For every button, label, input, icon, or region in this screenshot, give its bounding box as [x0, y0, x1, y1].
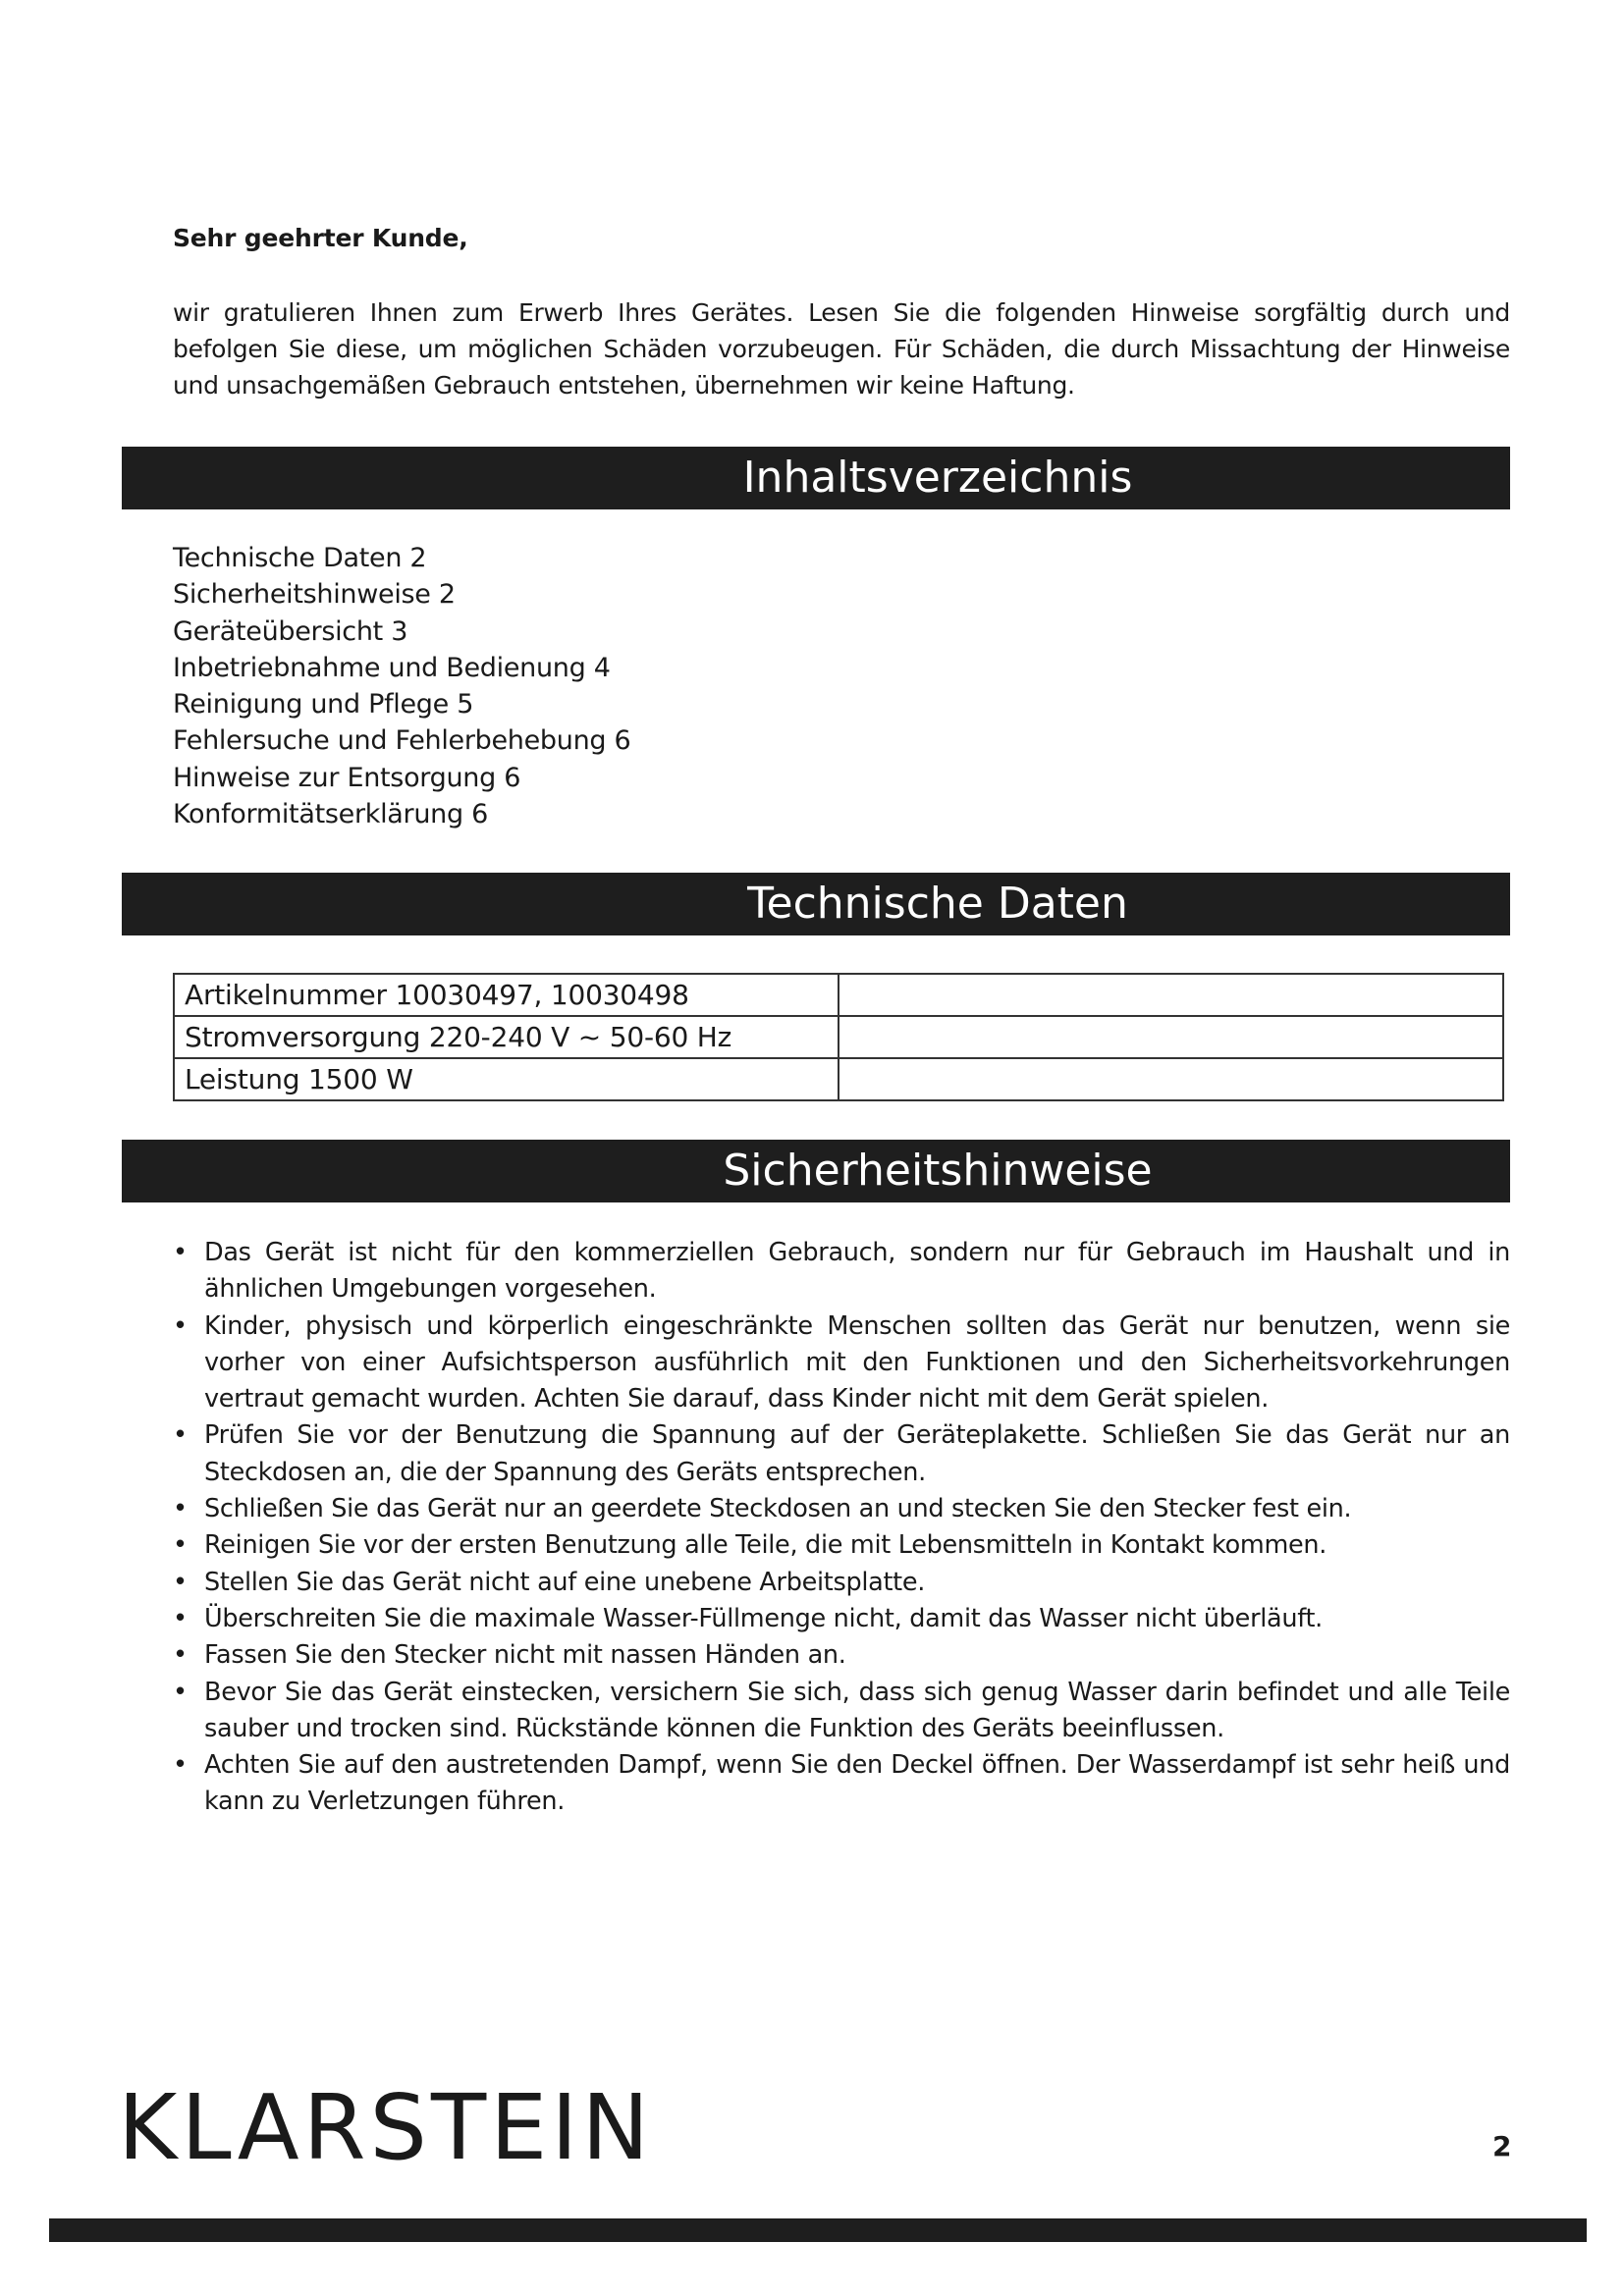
list-item-text: Stellen Sie das Gerät nicht auf eine unebene Arbeitsplatte.: [204, 1567, 926, 1597]
safety-heading-bar: [122, 1140, 1510, 1202]
table-row: [174, 1016, 1503, 1058]
bullet-marker: •: [173, 1603, 188, 1633]
toc-item: Inbetriebnahme und Bedienung 4: [173, 652, 611, 683]
list-item: [173, 1527, 1510, 1564]
brand-logo: KLARSTEIN: [118, 2075, 654, 2180]
safety-list: [173, 1235, 1510, 1821]
list-item: [173, 1235, 1510, 1308]
footer-divider: [49, 2218, 1587, 2242]
spec-empty-cell: [839, 974, 1503, 1016]
list-item-text: Achten Sie auf den austretenden Dampf, wenn Sie den Deckel öffnen. Der Wasserdampf ist sehr heiß und kann zu Verletzungen führen.: [204, 1750, 1510, 1817]
spec-empty-cell: [839, 1058, 1503, 1100]
toc-heading-bar: [122, 447, 1510, 509]
toc-heading: Inhaltsverzeichnis: [742, 453, 1133, 503]
bullet-marker: •: [173, 1640, 188, 1671]
toc-item: Technische Daten 2: [173, 543, 427, 573]
list-item: [173, 1308, 1510, 1418]
spec-cell: Stromversorgung 220-240 V ~ 50-60 Hz: [174, 1016, 839, 1058]
bullet-marker: •: [173, 1567, 188, 1597]
table-row: [174, 1058, 1503, 1100]
list-item-text: Bevor Sie das Gerät einstecken, versichern Sie sich, dass sich genug Wasser darin befindet und alle Teile sauber und trocken sind. Rückstände können die Funktion des Geräts beeinflussen.: [204, 1677, 1510, 1743]
list-item-text: Das Gerät ist nicht für den kommerziellen Gebrauch, sondern nur für Gebrauch im Haushalt und in ähnlichen Umgebungen vorgesehen.: [204, 1238, 1510, 1305]
list-item: [173, 1417, 1510, 1491]
toc-item: Fehlersuche und Fehlerbehebung 6: [173, 725, 631, 757]
list-item: [173, 1747, 1510, 1821]
list-item: [173, 1565, 1510, 1601]
bullet-marker: •: [173, 1494, 188, 1524]
bullet-marker: •: [173, 1238, 188, 1267]
bullet-marker: •: [173, 1420, 188, 1451]
bullet-marker: •: [173, 1677, 188, 1707]
list-item: [173, 1637, 1510, 1674]
list-item-text: Überschreiten Sie die maximale Wasser-Füllmenge nicht, damit das Wasser nicht überläuft.: [204, 1603, 1323, 1633]
toc-item: Reinigung und Pflege 5: [173, 689, 474, 721]
list-item: [173, 1601, 1510, 1637]
specs-table: [173, 973, 1504, 1101]
toc-item: Hinweise zur Entsorgung 6: [173, 762, 521, 793]
safety-heading: Sicherheitshinweise: [723, 1146, 1153, 1196]
specs-heading: Technische Daten: [747, 879, 1128, 929]
list-item-text: Schließen Sie das Gerät nur an geerdete Steckdosen an und stecken Sie den Stecker fest ein.: [204, 1494, 1352, 1524]
spec-empty-cell: [839, 1016, 1503, 1058]
list-item-text: Reinigen Sie vor der ersten Benutzung alle Teile, die mit Lebensmitteln in Kontakt kommen.: [204, 1530, 1327, 1561]
toc-item: Konformitätserklärung 6: [173, 799, 488, 830]
toc-item: Sicherheitshinweise 2: [173, 579, 456, 611]
letter-intro: wir gratulieren Ihnen zum Erwerb Ihres Gerätes. Lesen Sie die folgenden Hinweise sorgfältig durch und befolgen Sie diese, um möglichen Schäden vorzubeugen. Für Schäden, die durch Missachtung der Hinweise und unsachgemäßen Gebrauch entstehen, übernehmen wir keine Haftung.: [173, 298, 1510, 400]
bullet-marker: •: [173, 1530, 188, 1561]
toc-item: Geräteübersicht 3: [173, 615, 408, 647]
list-item: [173, 1491, 1510, 1527]
table-row: [174, 974, 1503, 1016]
bullet-marker: •: [173, 1750, 188, 1781]
page-number: 2: [1492, 2130, 1512, 2163]
list-item-text: Kinder, physisch und körperlich eingeschränkte Menschen sollten das Gerät nur benutzen, wenn sie vorher von einer Aufsichtsperson ausführlich mit den Funktionen und den Sicherheitsvorkehrungen vertraut gemacht wurden. Achten Sie darauf, dass Kinder nicht mit dem Gerät spielen.: [204, 1310, 1510, 1415]
specs-heading-bar: [122, 873, 1510, 935]
table-of-contents: [173, 540, 630, 832]
list-item-text: Fassen Sie den Stecker nicht mit nassen Händen an.: [204, 1640, 846, 1671]
list-item-text: Prüfen Sie vor der Benutzung die Spannung auf der Geräteplakette. Schließen Sie das Gerät nur an Steckdosen an, die der Spannung des Geräts entsprechen.: [204, 1420, 1510, 1487]
bullet-marker: •: [173, 1310, 188, 1341]
spec-cell: Leistung 1500 W: [174, 1058, 839, 1100]
spec-cell: Artikelnummer 10030497, 10030498: [174, 974, 839, 1016]
letter-greeting: Sehr geehrter Kunde,: [173, 224, 468, 252]
list-item: [173, 1675, 1510, 1748]
